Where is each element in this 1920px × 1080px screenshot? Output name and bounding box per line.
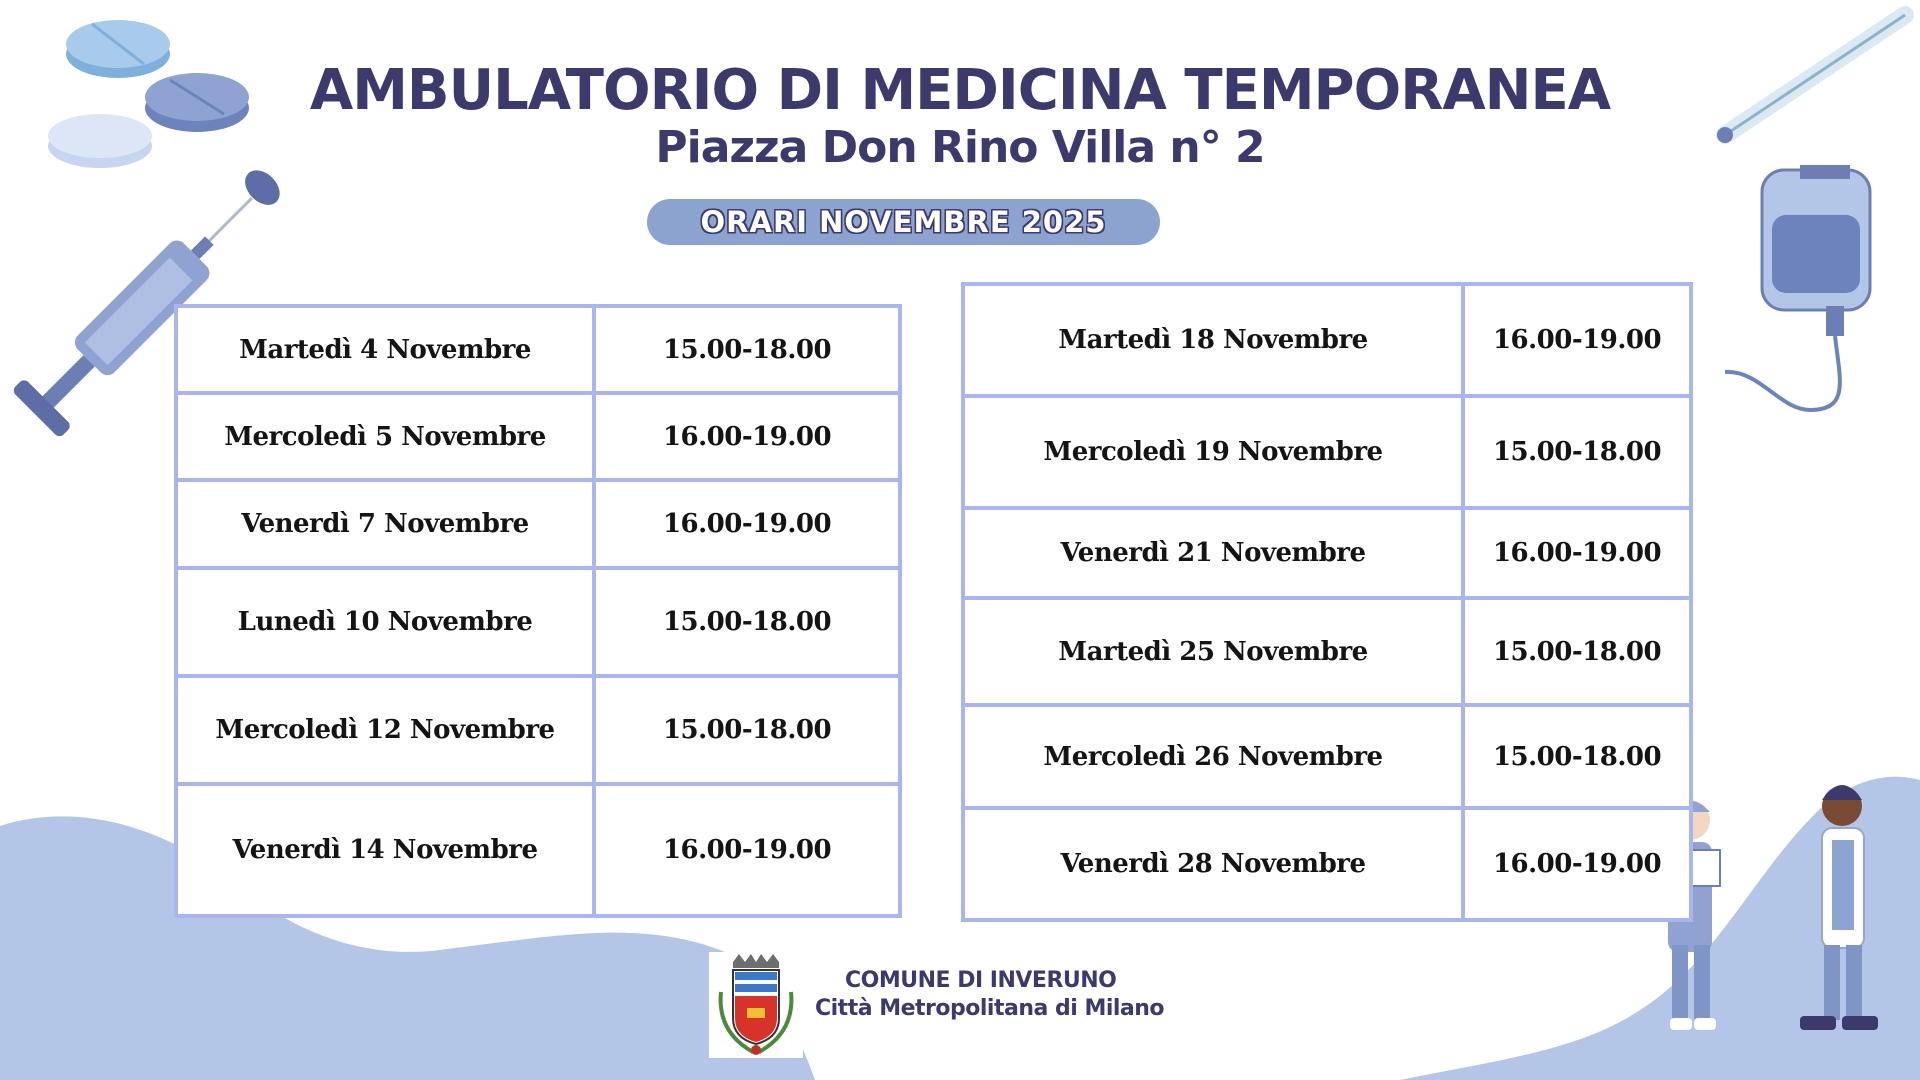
hours-cell: 16.00-19.00 — [1463, 284, 1691, 396]
table-row — [963, 508, 1691, 598]
day-cell: Mercoledì 19 Novembre — [963, 396, 1463, 508]
hours-cell: 15.00-18.00 — [1463, 705, 1691, 808]
comune-city: Città Metropolitana di Milano — [815, 996, 1165, 1021]
day-cell: Mercoledì 26 Novembre — [963, 705, 1463, 808]
day-cell: Mercoledì 5 Novembre — [176, 393, 594, 480]
day-cell: Venerdì 14 Novembre — [176, 784, 594, 916]
hours-cell: 15.00-18.00 — [1463, 396, 1691, 508]
hours-cell: 16.00-19.00 — [1463, 508, 1691, 598]
hours-cell: 16.00-19.00 — [594, 393, 900, 480]
hours-cell: 16.00-19.00 — [594, 784, 900, 916]
comune-name: COMUNE DI INVERUNO — [845, 968, 1117, 993]
schedule-table-left — [174, 304, 902, 918]
table-row — [176, 784, 900, 916]
table-row — [176, 568, 900, 676]
day-cell: Venerdì 21 Novembre — [963, 508, 1463, 598]
day-cell: Venerdì 28 Novembre — [963, 808, 1463, 920]
hours-cell: 15.00-18.00 — [1463, 598, 1691, 705]
page-title: AMBULATORIO DI MEDICINA TEMPORANEA — [309, 58, 1611, 123]
table-row — [963, 705, 1691, 808]
table-row — [963, 808, 1691, 920]
table-row — [963, 598, 1691, 705]
period-badge: ORARI NOVEMBRE 2025 — [647, 199, 1160, 245]
hours-cell: 15.00-18.00 — [594, 306, 900, 393]
coat-of-arms-icon — [709, 952, 803, 1058]
hours-cell: 16.00-19.00 — [1463, 808, 1691, 920]
day-cell: Venerdì 7 Novembre — [176, 480, 594, 568]
table-row — [176, 480, 900, 568]
day-cell: Martedì 18 Novembre — [963, 284, 1463, 396]
table-row — [963, 284, 1691, 396]
iv-bag-icon — [1725, 165, 1870, 410]
table-row — [176, 676, 900, 784]
day-cell: Martedì 4 Novembre — [176, 306, 594, 393]
table-row — [963, 396, 1691, 508]
day-cell: Martedì 25 Novembre — [963, 598, 1463, 705]
day-cell: Mercoledì 12 Novembre — [176, 676, 594, 784]
hours-cell: 15.00-18.00 — [594, 568, 900, 676]
coat-of-arms-logo — [709, 952, 803, 1058]
table-row — [176, 306, 900, 393]
address-subtitle: Piazza Don Rino Villa n° 2 — [655, 122, 1265, 173]
hours-cell: 16.00-19.00 — [594, 480, 900, 568]
hours-cell: 15.00-18.00 — [594, 676, 900, 784]
table-row — [176, 393, 900, 480]
schedule-table-right — [961, 282, 1693, 922]
day-cell: Lunedì 10 Novembre — [176, 568, 594, 676]
